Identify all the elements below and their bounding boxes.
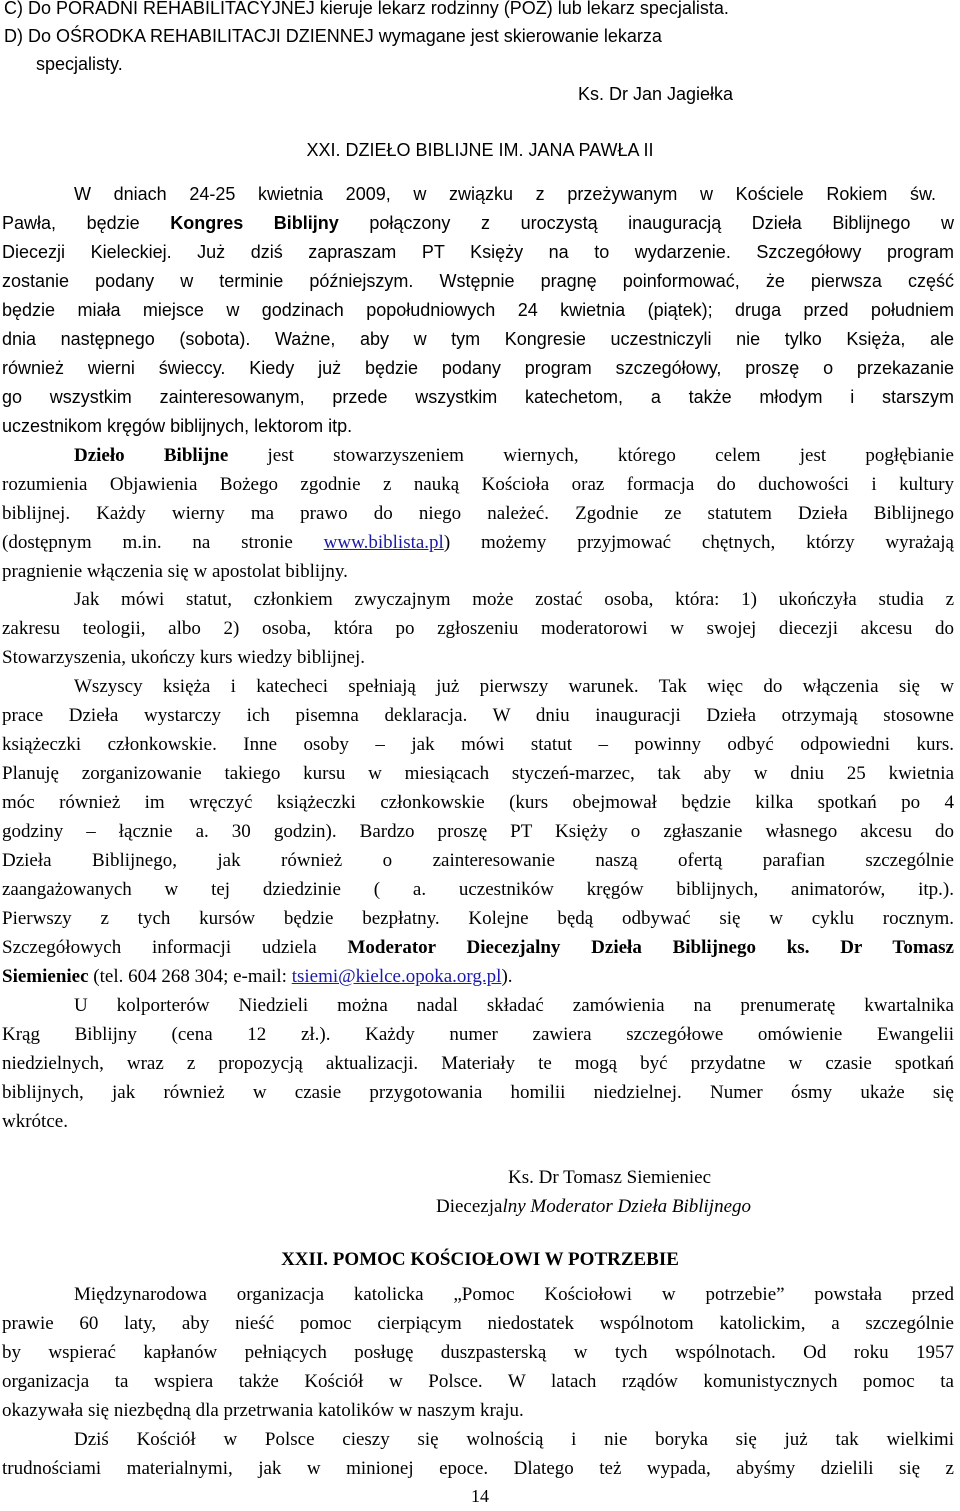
paragraph-line: będzie miała miejsce w godzinach popołudniowych 24 kwietnia (piątek); druga przed południem: [2, 300, 954, 320]
paragraph-line: (dostępnym m.in. na stronie www.biblista.pl) możemy przyjmować chętnych, którzy wyrażają: [2, 532, 954, 553]
paragraph-line: uczestnikom kręgów biblijnych, lektorom itp.: [2, 416, 353, 436]
paragraph-line: Krąg Biblijny (cena 12 zł.). Każdy numer zawiera szczegółowe omówienie Ewangelii: [2, 1024, 954, 1045]
paragraph-line: móc również im wręczyć książeczki członkowskie (kurs obejmował będzie kilka spotkań po 4: [2, 792, 954, 813]
paragraph-line: również wierni świeccy. Kiedy już będzie podany program szczegółowy, proszę o przekazanie: [2, 358, 954, 378]
paragraph-line: książeczki członkowskie. Inne osoby – jak mówi statut – powinny odbyć odpowiedni kurs.: [2, 734, 954, 755]
paragraph-line: niedzielnych, wraz z propozycją aktualizacji. Materiały te mogą być przydatne w czasie spotkań: [2, 1053, 954, 1074]
paragraph-line: zakresu teologii, albo 2) osoba, która po zgłoszeniu moderatorowi w swojej diecezji akcesu do: [2, 618, 954, 639]
paragraph-line: prace Dzieła wystarczy ich pisemna deklaracja. W dniu inauguracji Dzieła otrzymają stosowne: [2, 705, 954, 726]
signature-title: Diecezjalny Moderator Dzieła Biblijnego: [436, 1196, 752, 1217]
section-heading-xxii: XXII. POMOC KOŚCIOŁOWI W POTRZEBIE: [281, 1249, 679, 1270]
signature-name: Ks. Dr Tomasz Siemieniec: [508, 1167, 712, 1188]
paragraph-line: biblijnych, jak również w czasie przygotowania homilii niedzielnej. Numer ósmy ukaże się: [2, 1082, 954, 1103]
list-item-d-cont: specjalisty.: [36, 54, 123, 74]
paragraph-line: Wszyscy księża i katecheci spełniają już pierwszy warunek. Tak więc do włączenia się w: [74, 676, 954, 697]
paragraph-line: by wspierać kapłanów pełniących posługę duszpasterską w tych wspólnotach. Od roku 1957: [2, 1342, 954, 1363]
paragraph-line: Dzieło Biblijne jest stowarzyszeniem wiernych, którego celem jest pogłębianie: [74, 445, 954, 466]
signature-jagielka: Ks. Dr Jan Jagiełka: [578, 84, 734, 104]
paragraph-line: Planuję zorganizowanie takiego kursu w miesiącach styczeń-marzec, tak aby w dniu 25 kwietnia: [2, 763, 954, 784]
paragraph-line: prawie 60 laty, aby nieść pomoc cierpiącym niedostatek wspólnotom katolickim, a szczególnie: [2, 1313, 954, 1334]
paragraph-line: go wszystkim zainteresowanym, przede wszystkim katechetom, a także młodym i starszym: [2, 387, 954, 407]
paragraph-line: godziny – łącznie a. 30 godzin). Bardzo proszę PT Księży o zgłaszanie własnego akcesu do: [2, 821, 954, 842]
paragraph-line: Dzieła Biblijnego, jak również o zainteresowanie naszą ofertą parafian szczególnie: [2, 850, 954, 871]
paragraph-line: biblijnej. Każdy wierny ma prawo do niego należeć. Zgodnie ze statutem Dzieła Biblijnego: [2, 503, 954, 524]
paragraph-line: Międzynarodowa organizacja katolicka „Pomoc Kościołowi w potrzebie” powstała przed: [74, 1284, 954, 1305]
paragraph-line: U kolporterów Niedzieli można nadal składać zamówienia na prenumeratę kwartalnika: [74, 995, 954, 1016]
paragraph-line: Diecezji Kieleckiej. Już dziś zapraszam PT Księży na to wydarzenie. Szczegółowy program: [2, 242, 954, 262]
paragraph-line: okazywała się niezbędną dla przetrwania katolików w naszym kraju.: [2, 1400, 524, 1421]
bold-kongres: Kongres Biblijny: [170, 213, 339, 233]
paragraph-line: zaangażowanych w tej dziedzinie ( a. uczestników kręgów biblijnych, animatorów, itp.).: [2, 879, 954, 900]
paragraph-line: Dziś Kościół w Polsce cieszy się wolnością i nie boryka się już tak wielkimi: [74, 1429, 954, 1450]
paragraph-line: Pawła, będzie Kongres Biblijny połączony z uroczystą inauguracją Dzieła Biblijnego w: [2, 213, 954, 233]
paragraph-line: Jak mówi statut, członkiem zwyczajnym może zostać osoba, która: 1) ukończyła studia z: [74, 589, 954, 610]
paragraph-line: rozumienia Objawienia Bożego zgodnie z nauką Kościoła oraz formacja do duchowości i kultury: [2, 474, 954, 495]
paragraph-line: Pierwszy z tych kursów będzie bezpłatny. Kolejne będą odbywać się w cyklu rocznym.: [2, 908, 954, 929]
paragraph-line: Szczegółowych informacji udziela Moderator Diecezjalny Dzieła Biblijnego ks. Dr Tomasz: [2, 937, 954, 958]
list-item-c: C) Do PORADNI REHABILITACYJNEJ kieruje lekarz rodzinny (POZ) lub lekarz specjalista.: [4, 0, 729, 18]
bold-dzielo: Dzieło Biblijne: [74, 445, 229, 466]
paragraph-line: wkrótce.: [2, 1111, 68, 1132]
biblista-link[interactable]: www.biblista.pl: [323, 532, 444, 553]
list-item-d: D) Do OŚRODKA REHABILITACJI DZIENNEJ wymagane jest skierowanie lekarza: [4, 26, 662, 46]
paragraph-line: organizacja ta wspiera także Kościół w Polsce. W latach rządów komunistycznych pomoc ta: [2, 1371, 954, 1392]
paragraph-line: zostanie podany w terminie późniejszym. Wstępnie pragnę poinformować, że pierwsza część: [2, 271, 954, 291]
bold-siemieniec: Siemieniec: [2, 966, 89, 987]
paragraph-line: dnia następnego (sobota). Ważne, aby w tym Kongresie uczestniczyli nie tylko Księża, ale: [2, 329, 954, 349]
section-heading-xxi: XXI. DZIEŁO BIBLIJNE IM. JANA PAWŁA II: [306, 140, 654, 160]
paragraph-line: W dniach 24-25 kwietnia 2009, w związku z przeżywanym w Kościele Rokiem św.: [74, 184, 936, 204]
paragraph-line: trudnościami materialnymi, jak w minionej epoce. Dlatego też wypada, abyśmy dzielili się z: [2, 1458, 954, 1479]
paragraph-line: Stowarzyszenia, ukończy kurs wiedzy biblijnej.: [2, 647, 366, 668]
paragraph-line: pragnienie włączenia się w apostolat biblijny.: [2, 561, 348, 582]
page-number: 14: [471, 1486, 489, 1506]
email-link[interactable]: tsiemi@kielce.opoka.org.pl: [291, 966, 502, 987]
bold-moderator: Moderator Diecezjalny Dzieła Biblijnego ks. Dr Tomasz: [347, 937, 954, 958]
paragraph-line: Siemieniec (tel. 604 268 304; e-mail: tsiemi@kielce.opoka.org.pl).: [2, 966, 513, 987]
